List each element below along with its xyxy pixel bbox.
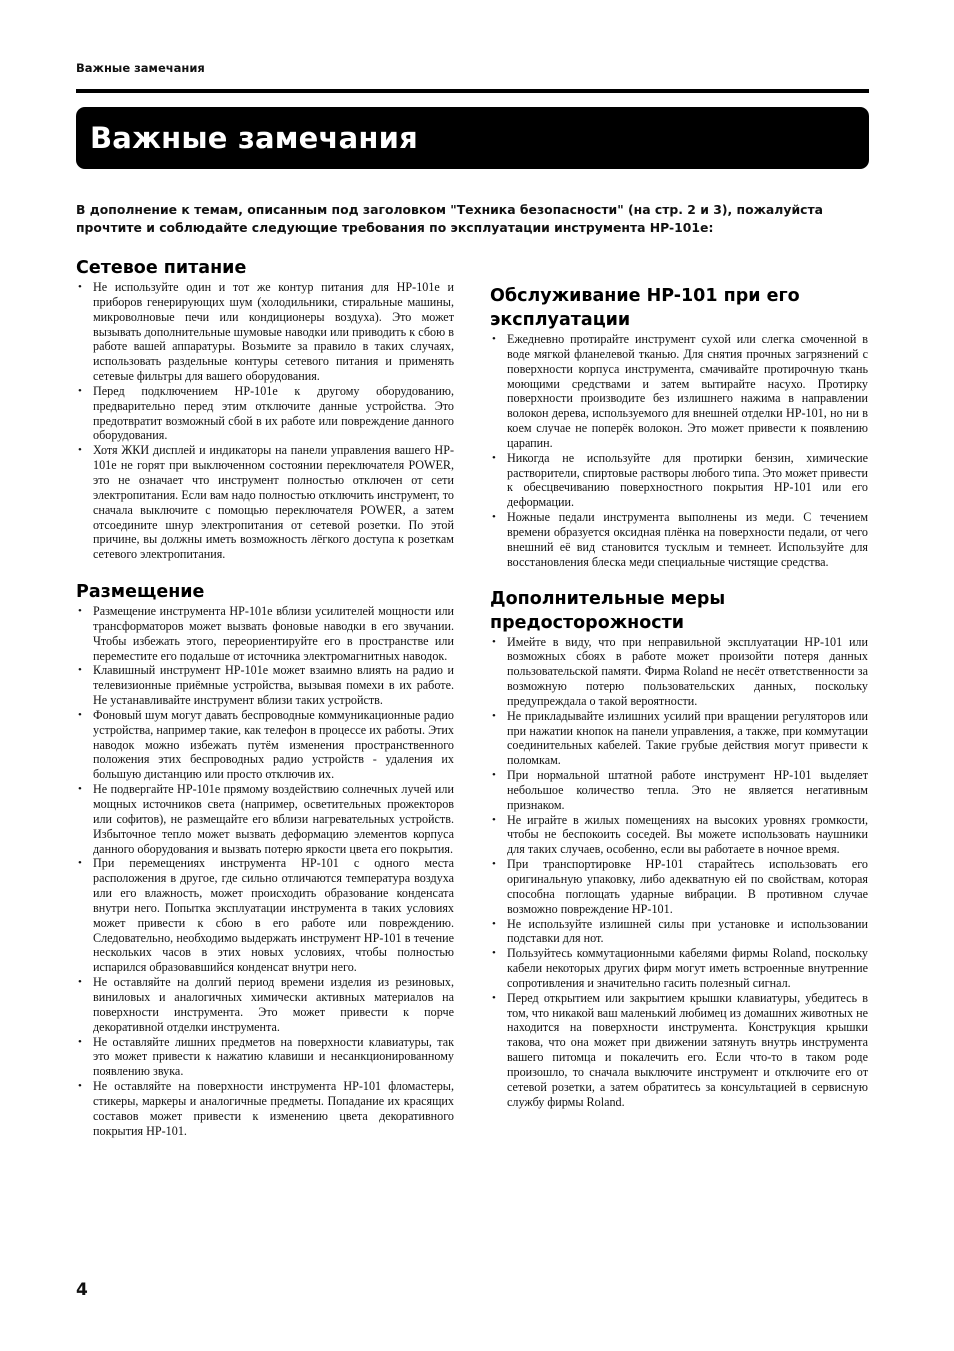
list-item bbox=[76, 443, 454, 562]
list-item-text: Хотя ЖКИ дисплей и индикаторы на панели управления вашего HP-101e не горят при выключенном состоянии переключателя POWER, это не означает что инструмент полностью отключен от сети электропитания. Если вам надо полностью отключить инструмент, то сначала выключите с помощью переключателя POWER, а затем отсоедините шнур электропитания от сетевой розетки. По этой причине, вы должны иметь возможность лёгкого доступа к розеткам сетевого электропитания. bbox=[93, 443, 454, 562]
bullet-icon: • bbox=[492, 858, 496, 871]
list-item-text: Размещение инструмента HP-101e вблизи усилителей мощности или трансформаторов может вызвать фоновые наводки в его звучании. Чтобы избежать этого, переориентируйте его в пространстве или переместите его подальше от источника электромагнитных наводок. bbox=[93, 604, 454, 663]
bullet-icon: • bbox=[78, 783, 82, 796]
list-item bbox=[76, 663, 454, 708]
bullet-icon: • bbox=[492, 333, 496, 345]
page-number: 4 bbox=[76, 1280, 88, 1300]
list-item bbox=[490, 451, 868, 510]
list-item-text: Не оставляйте на поверхности инструмента HP-101 фломастеры, стикеры, маркеры и аналогичные предметы. Попадание их красящих составов может привести к изменению цвета декоративного покрытия HP-101. bbox=[93, 1079, 454, 1138]
list-item-text: Ежедневно протирайте инструмент сухой или слегка смоченной в воде мягкой фланелевой тканью. Для снятия прочных загрязнений с поверхности корпуса инструмента, смачивайте протирочную ткань моющими средствами и затем вытирайте насухо. Протирку поверхности производите без излишнего нажима в направлении волокон дерева, используемого для внешней отделки HP-101, но ни в коем случае не поперёк волокон. Это может привести к появлению царапин. bbox=[507, 332, 868, 450]
bullet-icon: • bbox=[78, 1035, 82, 1048]
list-item bbox=[490, 510, 868, 569]
bullet-icon: • bbox=[78, 708, 82, 721]
bullet-list bbox=[76, 280, 454, 562]
left-column bbox=[76, 256, 454, 1138]
list-item-text: Не используйте излишней силы при установке и использовании подставки для нот. bbox=[507, 916, 868, 946]
list-item bbox=[76, 782, 454, 856]
bullet-icon: • bbox=[492, 917, 496, 930]
list-item bbox=[490, 813, 868, 858]
list-item bbox=[490, 946, 868, 991]
list-item-text: Перед подключением HP-101e к другому оборудованию, предварительно перед этим отключите данные устройства. Это предотвратит возможный сбой в их работе или повреждение данного оборудования. bbox=[93, 383, 454, 443]
list-item bbox=[76, 856, 454, 975]
list-item-text: Фоновый шум могут давать беспроводные коммуникационные радио устройства, например такие, как телефон в процессе их работы. Этих наводок можно избежать путём изменения пространственного положения этих беспроводных радио устройств - удаления их большую дистанцию или просто отключив их. bbox=[93, 707, 454, 782]
list-item bbox=[76, 708, 454, 782]
bullet-icon: • bbox=[492, 991, 496, 1004]
bullet-icon: • bbox=[78, 444, 82, 457]
list-item bbox=[76, 975, 454, 1034]
bullet-list bbox=[76, 604, 454, 1138]
list-item-text: Пользуйтесь коммутационными кабелями фирмы Roland, поскольку кабели некоторых других фирм могут иметь встроенные внутренние сопротивления и значительно гасить полезный сигнал. bbox=[507, 946, 868, 990]
section-heading: Обслуживание HP-101 при его эксплуатации bbox=[490, 286, 800, 330]
section-heading: Сетевое питание bbox=[76, 258, 247, 278]
list-item-text: Не оставляйте на долгий период времени изделия из резиновых, виниловых и аналогичных химически активных материалов на поверхности инструмента. Это может привести к порче декоративной отделки инструмента. bbox=[93, 975, 454, 1034]
bullet-icon: • bbox=[78, 281, 82, 293]
list-item-text: При нормальной штатной работе инструмент HP-101 выделяет небольшое количество тепла. Это не является негативным признаком. bbox=[507, 768, 868, 812]
bullet-list bbox=[490, 332, 868, 570]
running-header: Важные замечания bbox=[76, 61, 205, 75]
bullet-icon: • bbox=[492, 709, 496, 722]
list-item-text: Не используйте один и тот же контур питания для HP-101e и приборов генерирующих шум (холодильники, стиральные машины, микроволновые печи или кондиционеры воздуха). Это может вызывать дополнительные шумовые наводки или приводить к сбою в работе вашей аппаратуры. Возьмите за правило в таких случаях, использовать раздельные контуры сетевого питания и применять сетевые фильтры для вашего оборудования. bbox=[93, 280, 454, 384]
bullet-icon: • bbox=[78, 605, 82, 618]
right-column bbox=[490, 284, 868, 1110]
bullet-icon: • bbox=[78, 664, 82, 677]
list-item bbox=[76, 280, 454, 384]
list-item-text: При перемещениях инструмента HP-101 с одного места расположения в другое, где сильно отличаются температура воздуха или его влажность, может происходить образование конденсата внутри него. Попытка эксплуатации инструмента в таких условиях может привести к сбою в его работе или повреждению. Следовательно, необходимо выдержать инструмент HP-101 в течение нескольких часов в этих новых условиях, чтобы полностью испарился образовавшийся конденсат внутри него. bbox=[93, 856, 454, 975]
list-item-text: При транспортировке HP-101 старайтесь использовать его оригинальную упаковку, либо адекватную ей по свойствам, которая способна поглощать ударные вибрации. В противном случае возможно повреждение HP-101. bbox=[507, 857, 868, 916]
list-item bbox=[490, 857, 868, 916]
list-item bbox=[490, 917, 868, 947]
title-banner bbox=[76, 107, 869, 169]
list-item bbox=[490, 635, 868, 709]
list-item bbox=[76, 1035, 454, 1080]
section-placement bbox=[76, 580, 454, 1138]
bullet-icon: • bbox=[78, 857, 82, 870]
list-item bbox=[76, 604, 454, 663]
list-item-text: Перед открытием или закрытием крышки клавиатуры, убедитесь в том, что никакой ваш маленький любимец из домашних животных не находится на поверхности инструмента. Конструкция крышки такова, что она может при движении затянуть внутрь инструмента вашего питомца и покалечить его. Если что-то в таком роде произошло, то сначала выключите инструмент и отключите его от сетевой розетки, а затем обратитесь за консультацией в сервисную службу фирмы Roland. bbox=[507, 990, 868, 1109]
list-item bbox=[490, 991, 868, 1110]
bullet-icon: • bbox=[78, 976, 82, 989]
bullet-icon: • bbox=[492, 511, 496, 524]
list-item-text: Не прикладывайте излишних усилий при вращении регуляторов или при нажатии кнопок на панели управления, а также, при коммутации соединительных кабелей. Такие грубые действия могут привести к поломкам. bbox=[507, 708, 868, 768]
bullet-icon: • bbox=[78, 1080, 82, 1093]
bullet-icon: • bbox=[492, 769, 496, 782]
bullet-list bbox=[490, 635, 868, 1110]
bullet-icon: • bbox=[492, 451, 496, 464]
page-title: Важные замечания bbox=[90, 121, 419, 155]
intro-paragraph: В дополнение к темам, описанным под заголовком "Техника безопасности" (на стр. 2 и 3), пожалуйста прочтите и соблюдайте следующие требования по эксплуатации инструмента HP-101e: bbox=[76, 202, 824, 235]
list-item bbox=[76, 384, 454, 443]
bullet-icon: • bbox=[492, 813, 496, 826]
section-power bbox=[76, 256, 454, 562]
list-item-text: Ножные педали инструмента выполнены из меди. С течением времени образуется оксидная плёнка на поверхности педали, от чего внешний её вид становится тусклым и темнеет. Используйте для восстановления блеска меди специальные чистящие средства. bbox=[507, 510, 868, 569]
list-item bbox=[490, 332, 868, 451]
bullet-icon: • bbox=[492, 635, 496, 648]
list-item bbox=[76, 1079, 454, 1138]
bullet-icon: • bbox=[492, 947, 496, 960]
list-item-text: Не играйте в жилых помещениях на высоких уровнях громкости, чтобы не беспокоить соседей. Вы можете использовать наушники для таких случаев, особенно, если вы работаете в ночное время. bbox=[507, 812, 868, 857]
section-heading: Размещение bbox=[76, 582, 205, 603]
list-item-text: Клавишный инструмент HP-101e может взаимно влиять на радио и телевизионные приёмные устройства, вызывая помехи в их работе. Не устанавливайте инструмент вблизи таких устройств. bbox=[93, 663, 454, 708]
list-item bbox=[490, 709, 868, 768]
list-item-text: Не подвергайте HP-101e прямому воздействию солнечных лучей или мощных источников света (например, осветительных прожекторов или софитов), не размещайте его вблизи нагревательных устройств. Избыточное тепло может вызвать деформацию элементов корпуса данного оборудования и вызвать потерю яркости цвета его покрытия. bbox=[93, 782, 454, 856]
section-heading: Дополнительные меры предосторожности bbox=[490, 588, 726, 633]
list-item bbox=[490, 768, 868, 813]
list-item-text: Имейте в виду, что при неправильной эксплуатации HP-101 или возможных сбоях в работе может произойти потеря данных пользовательской памяти. Фирма Roland не несёт ответственности за возможную потерю пользовательских данных, поскольку предупреждала о такой вероятности. bbox=[507, 634, 868, 708]
list-item-text: Не оставляйте лишних предметов на поверхности клавиатуры, так это может привести к нажатию клавиши и несанкционированному появлению звука. bbox=[93, 1034, 454, 1079]
header-rule bbox=[76, 89, 869, 93]
section-maintenance bbox=[490, 284, 868, 570]
bullet-icon: • bbox=[78, 384, 82, 397]
list-item-text: Никогда не используйте для протирки бензин, химические растворители, спиртовые растворы любого типа. Это может привести к обесцвечиванию поверхностного покрытия HP-101 или его деформации. bbox=[507, 450, 868, 510]
section-precautions bbox=[490, 587, 868, 1110]
